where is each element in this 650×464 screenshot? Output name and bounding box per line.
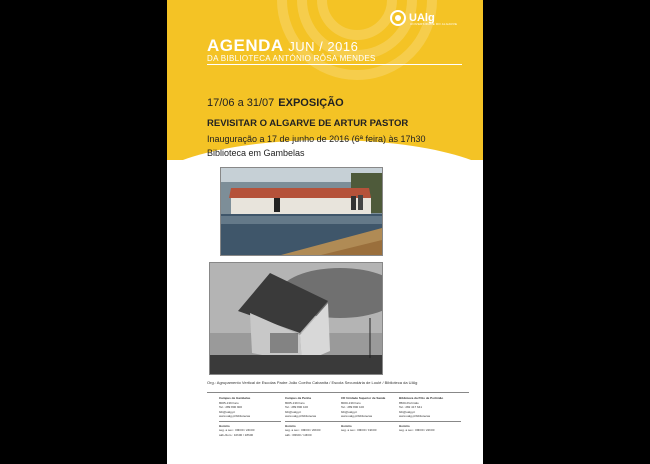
footer-rule <box>285 421 347 422</box>
footer-rule <box>399 421 461 422</box>
footer-rule <box>341 421 403 422</box>
footer-line: www.ualg.pt/bibliotecas <box>399 414 431 418</box>
footer-column-title: Biblioteca da Pólo de Portimão <box>399 396 444 400</box>
footer-line: 8500-Portimão <box>399 400 419 405</box>
logo-subtext: UNIVERSIDADE DO ALGARVE <box>410 22 458 26</box>
footer-line: www.ualg.pt/bibliotecas <box>219 414 251 418</box>
event-place: Biblioteca em Gambelas <box>207 148 305 158</box>
footer-hours: seg. a sex.: 09h00 / 22h00 <box>399 428 435 432</box>
footer-column <box>341 396 403 433</box>
event-inauguration: Inauguração a 17 de junho de 2016 (6ª feira) às 17h30 <box>207 134 426 144</box>
footer-hours-title: Horário <box>219 423 230 428</box>
agenda-title <box>207 36 358 56</box>
footer-hours-title: Horário <box>285 423 296 428</box>
agenda-title-text: AGENDA <box>207 36 284 55</box>
logo-text: UAlg <box>409 11 435 24</box>
footer-line: www.ualg.pt/bibliotecas <box>341 414 373 418</box>
footer-line: bib@ualg.pt <box>399 409 416 414</box>
footer-line: 8005-139 Faro <box>285 400 305 405</box>
footer-line: Tel.: 282 417 641 <box>399 405 423 409</box>
footer-column <box>219 396 281 437</box>
footer-divider <box>207 392 469 393</box>
footer-line: 8000-139 Faro <box>341 400 361 405</box>
ualg-logo-icon <box>390 10 406 26</box>
footer-hours: seg. a sex.: 09h00 / 20h00 <box>285 428 321 432</box>
agenda-subtitle: DA BIBLIOTECA ANTÓNIO RÔSA MENDES <box>207 54 376 63</box>
footer-hours: seg. a sex.: 09h00 / 24h00 <box>219 428 255 432</box>
footer-hours-title: Horário <box>341 423 352 428</box>
footer-line: bib@ualg.pt <box>285 409 302 414</box>
footer-hours-title: Horário <box>399 423 410 428</box>
footer-line: Tel.: 289 800 100 <box>341 405 365 409</box>
agenda-date: JUN / 2016 <box>288 39 359 54</box>
footer-line: 8005-139 Faro <box>219 400 239 405</box>
footer-column <box>399 396 461 433</box>
divider <box>207 64 462 65</box>
organizer-credit: Org.: Agrupamento Vertical de Escolas Padre João Coelho Cabanita / Escola Secundária de Loulé / Biblioteca da UAlg <box>207 380 418 385</box>
footer-column-title: Campus de Gambelas <box>219 396 251 400</box>
footer-hours: sáb.: 09h00 / 13h00 <box>285 432 312 437</box>
footer-column <box>285 396 347 437</box>
footer-column-title: CD Unidade Superior de Saúde <box>341 396 386 400</box>
poster <box>167 0 483 464</box>
footer-line: bib@ualg.pt <box>219 409 236 414</box>
footer-line: www.ualg.pt/bibliotecas <box>285 414 317 418</box>
photo-white-house-by-pond <box>220 167 383 256</box>
photo-graffiti-hut <box>209 262 383 375</box>
event-dates <box>207 97 344 109</box>
event-type: EXPOSIÇÃO <box>278 97 344 109</box>
footer-column-title: Campus da Penha <box>285 396 312 400</box>
footer-line: bib@ualg.pt <box>341 409 358 414</box>
footer-hours: seg. a sex.: 09h00 / 19h00 <box>341 428 377 432</box>
footer-hours: sáb./dom.: 10h00 / 18h00 <box>219 432 254 437</box>
event-title: REVISITAR O ALGARVE DE ARTUR PASTOR <box>207 118 409 129</box>
event-date-range: 17/06 a 31/07 <box>207 97 275 109</box>
footer-line: Tel.: 289 800 100 <box>285 405 309 409</box>
footer-line: Tel.: 289 800 900 <box>219 405 243 409</box>
footer-rule <box>219 421 281 422</box>
